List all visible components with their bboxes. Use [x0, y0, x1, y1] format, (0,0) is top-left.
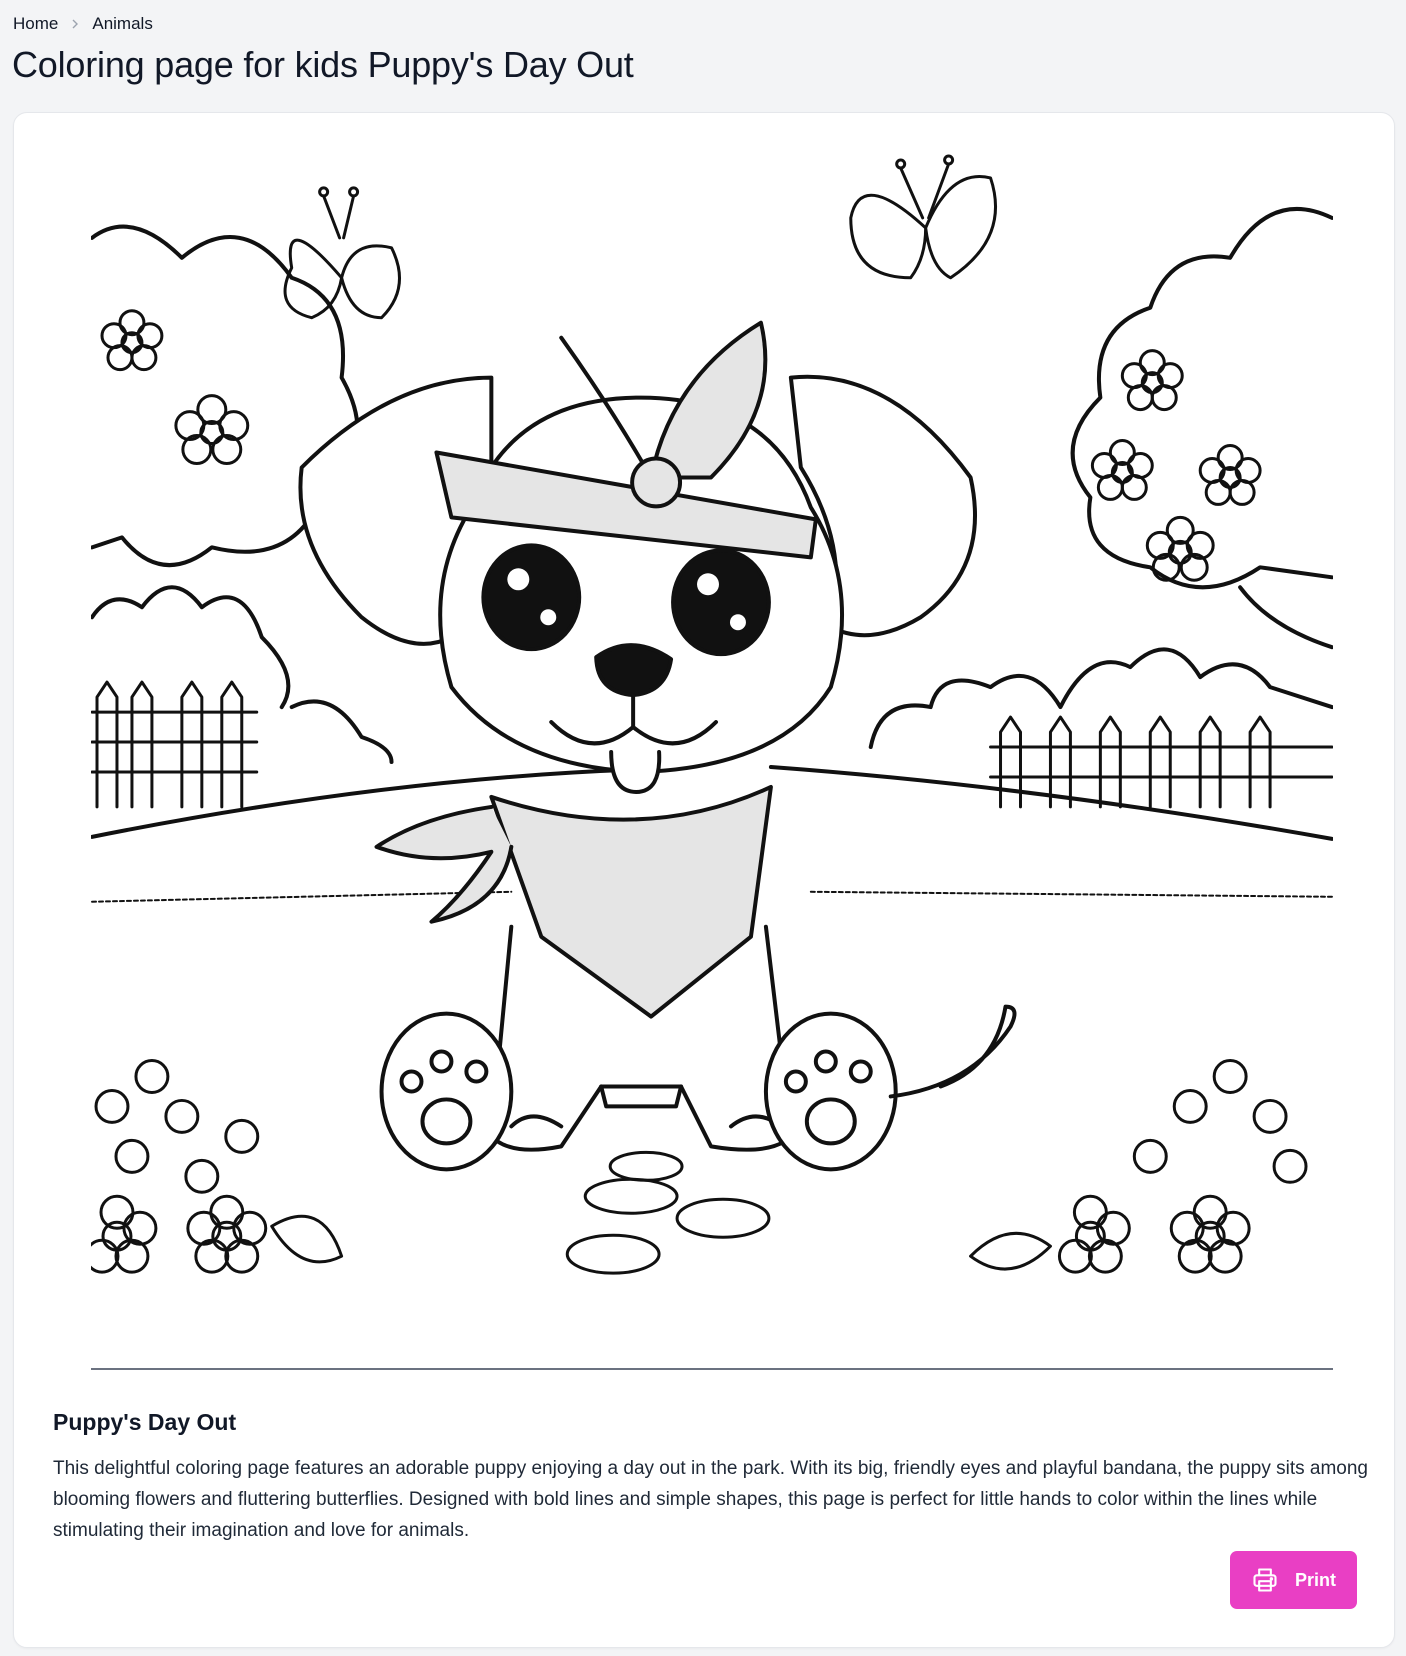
breadcrumb-animals-link[interactable]: Animals — [92, 14, 153, 33]
chevron-right-icon — [70, 19, 80, 29]
coloring-page-card — [13, 112, 1395, 1648]
breadcrumb-home-link[interactable]: Home — [13, 14, 59, 33]
puppy-coloring-illustration — [91, 148, 1333, 1368]
breadcrumb — [13, 14, 153, 34]
coloring-page-image — [91, 148, 1333, 1370]
print-button[interactable] — [1230, 1551, 1357, 1609]
description-body: This delightful coloring page features an adorable puppy enjoying a day out in the park. With its big, friendly eyes and playful bandana, the puppy sits among blooming flowers and fluttering butterflies. Designed with bold lines and simple shapes, this page is perfect for little hands to color within the lines while stimulating their imagination and love for animals. — [53, 1458, 1368, 1541]
page-title: Coloring page for kids Puppy's Day Out — [12, 44, 634, 85]
description-title: Puppy's Day Out — [53, 1409, 237, 1435]
printer-icon — [1251, 1566, 1279, 1594]
print-button-label: Print — [1294, 1569, 1336, 1590]
